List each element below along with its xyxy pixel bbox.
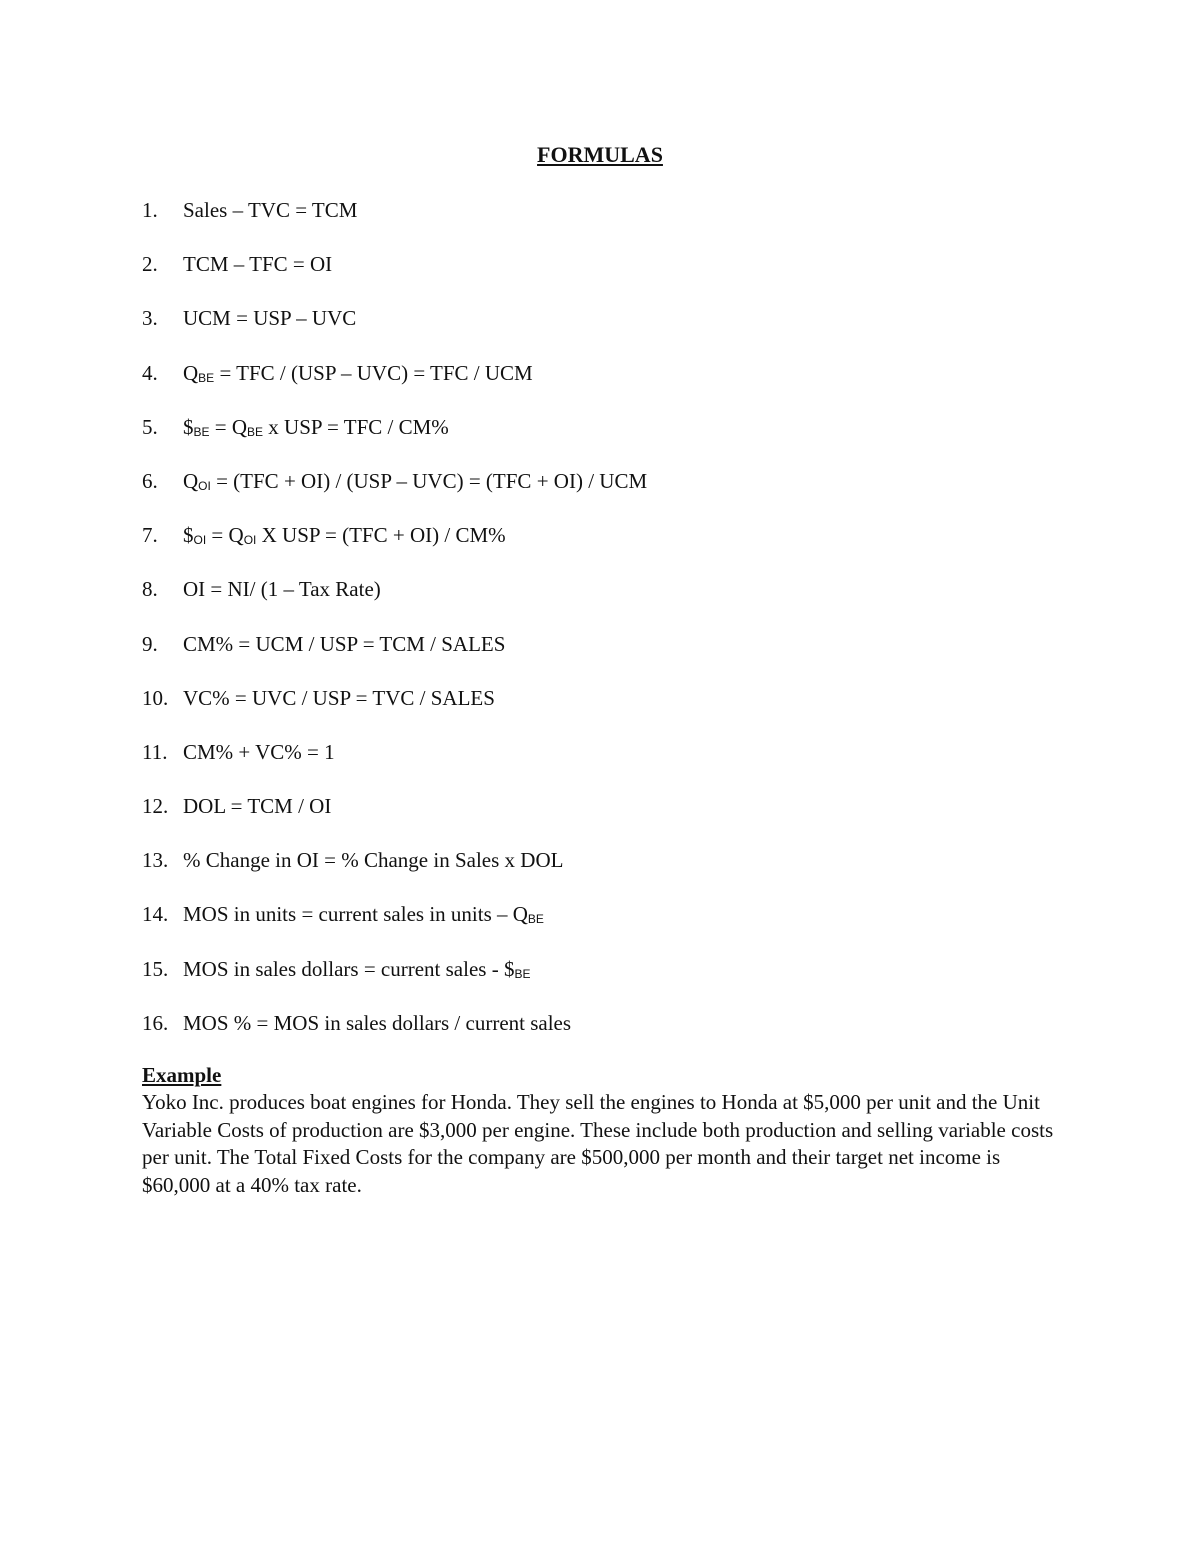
formula-text: [183, 198, 357, 222]
formula-segment: MOS % = MOS in sales dollars / current sales: [183, 1010, 572, 1035]
formula-list: [142, 196, 1102, 1063]
formula-item: [142, 359, 1102, 413]
formula-text: [183, 469, 647, 493]
formula-subscript: BE: [198, 370, 215, 385]
formula-number: 9.: [142, 631, 158, 656]
formula-item: [142, 846, 1102, 900]
formula-text: [183, 902, 544, 926]
formula-text: [183, 306, 356, 330]
formula-item: [142, 304, 1102, 358]
formula-text: [183, 1011, 571, 1035]
formula-item: [142, 955, 1102, 1009]
formula-item: [142, 467, 1102, 521]
formula-number: 3.: [142, 306, 158, 331]
formula-item: [142, 900, 1102, 954]
formula-text: [183, 794, 331, 818]
formula-segment: MOS in units = current sales in units – Q: [183, 902, 528, 927]
formula-text: [183, 523, 506, 547]
formula-number: 8.: [142, 577, 158, 602]
formula-segment: = (TFC + OI) / (USP – UVC) = (TFC + OI) / UCM: [210, 468, 648, 493]
formula-text: [183, 632, 505, 656]
formula-number: 7.: [142, 523, 158, 548]
formula-number: 14.: [142, 902, 169, 927]
formula-number: 15.: [142, 956, 169, 981]
formula-number: 6.: [142, 468, 158, 493]
formula-text: [183, 686, 495, 710]
formula-segment: X USP = (TFC + OI) / CM%: [256, 523, 506, 548]
formula-segment: % Change in OI = % Change in Sales x DOL: [183, 848, 564, 873]
formula-segment: TCM – TFC = OI: [183, 252, 333, 277]
example-body: Yoko Inc. produces boat engines for Honda. They sell the engines to Honda at $5,000 per unit and the Unit Variable Costs of production are $3,000 per engine. These include both production and selling variable costs per unit. The Total Fixed Costs for the company are $500,000 per month and their target net income is $60,000 at a 40% tax rate.: [142, 1090, 1054, 1197]
formula-subscript: BE: [514, 966, 531, 981]
example-section: [142, 1062, 1062, 1199]
formula-text: [183, 740, 335, 764]
formula-number: 12.: [142, 794, 169, 819]
formula-text: [183, 957, 530, 981]
formula-text: [183, 361, 533, 385]
formula-subscript: OI: [243, 533, 257, 548]
formula-item: [142, 521, 1102, 575]
formula-subscript: BE: [193, 424, 210, 439]
formula-item: [142, 630, 1102, 684]
formula-segment: = Q: [206, 523, 244, 548]
formula-segment: OI = NI/ (1 – Tax Rate): [183, 577, 381, 602]
formula-number: 4.: [142, 360, 158, 385]
formula-number: 16.: [142, 1010, 169, 1035]
formula-number: 2.: [142, 252, 158, 277]
formula-number: 5.: [142, 414, 158, 439]
formula-segment: Q: [183, 468, 199, 493]
formula-segment: CM% + VC% = 1: [183, 739, 335, 764]
formula-segment: UCM = USP – UVC: [183, 306, 357, 331]
formula-item: [142, 738, 1102, 792]
formula-subscript: OI: [198, 478, 211, 493]
formula-number: 1.: [142, 198, 158, 222]
formula-number: 13.: [142, 848, 169, 873]
formula-item: [142, 196, 1102, 250]
formula-segment: Q: [183, 360, 199, 385]
formula-segment: = TFC / (USP – UVC) = TFC / UCM: [214, 360, 533, 385]
formula-item: [142, 684, 1102, 738]
formula-subscript: BE: [247, 424, 264, 439]
formula-item: [142, 575, 1102, 629]
formula-item: [142, 413, 1102, 467]
formula-segment: = Q: [209, 414, 248, 439]
formula-text: [183, 848, 563, 872]
formula-text: [183, 415, 449, 439]
page-title: FORMULAS: [537, 142, 663, 167]
formula-segment: Sales – TVC = TCM: [183, 198, 358, 222]
example-heading: Example: [142, 1063, 222, 1087]
formula-subscript: OI: [193, 533, 207, 548]
formula-segment: $: [183, 414, 194, 439]
formula-segment: x USP = TFC / CM%: [263, 414, 449, 439]
formula-item: [142, 250, 1102, 304]
formula-item: [142, 1009, 1102, 1063]
formula-segment: CM% = UCM / USP = TCM / SALES: [183, 631, 506, 656]
formula-number: 11.: [142, 739, 168, 764]
formula-text: [183, 577, 381, 601]
formula-number: 10.: [142, 685, 169, 710]
formula-item: [142, 792, 1102, 846]
formula-segment: VC% = UVC / USP = TVC / SALES: [183, 685, 495, 710]
formula-subscript: BE: [527, 912, 544, 927]
formula-segment: MOS in sales dollars = current sales - $: [183, 956, 515, 981]
formula-segment: DOL = TCM / OI: [183, 794, 332, 819]
formula-segment: $: [183, 523, 194, 548]
formula-text: [183, 252, 332, 276]
